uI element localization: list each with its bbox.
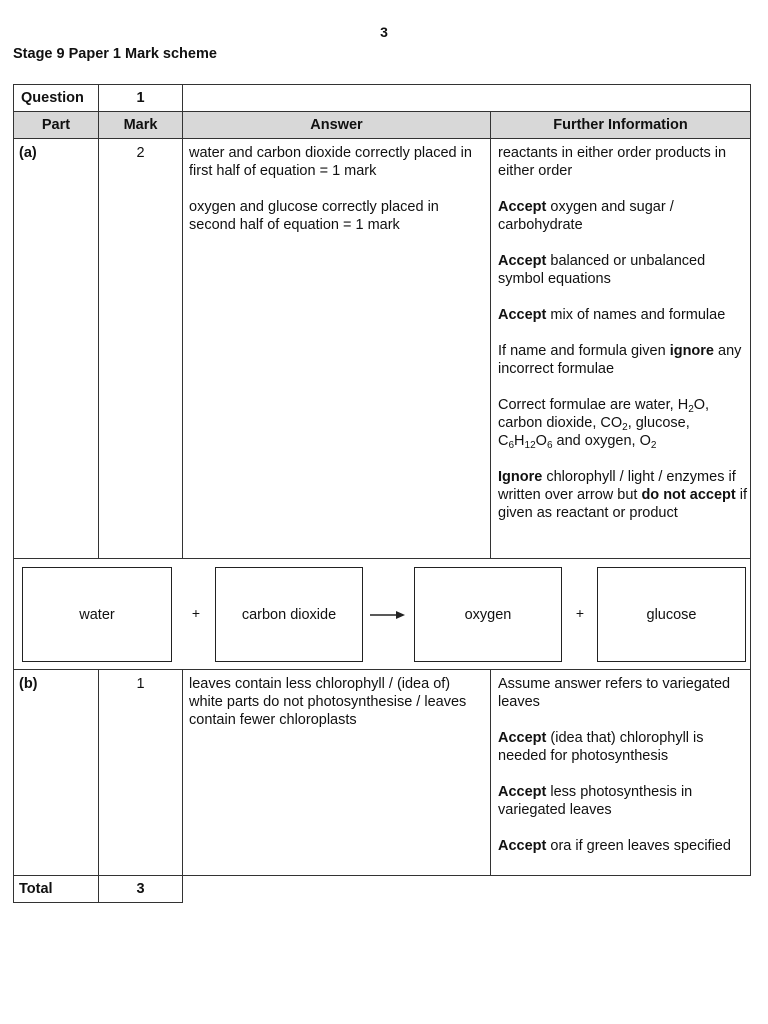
question-empty-cell	[182, 84, 751, 112]
divider	[182, 669, 183, 876]
row-a-answer	[189, 144, 485, 234]
paragraph	[189, 198, 485, 234]
reaction-arrow-icon	[370, 610, 406, 620]
divider	[98, 111, 99, 559]
total-value: 3	[136, 881, 145, 897]
equation-oxygen: oxygen	[464, 606, 512, 623]
divider	[182, 111, 183, 559]
subscript: 2	[622, 422, 628, 433]
paragraph	[498, 252, 748, 288]
text-run: ora if green leaves specified	[546, 838, 731, 854]
text-run: any incorrect formulae	[498, 343, 742, 377]
question-number-cell	[98, 84, 183, 112]
row-b-answer	[189, 675, 485, 729]
text-run: If name and formula given	[498, 343, 670, 359]
divider	[98, 669, 99, 876]
page-heading: Stage 9 Paper 1 Mark scheme	[13, 46, 217, 62]
text-run: water and carbon dioxide correctly placed in first half of equation = 1 mark	[189, 145, 472, 179]
text-run: (idea that) chlorophyll is needed for photosynthesis	[498, 730, 704, 764]
equation-carbon-dioxide: carbon dioxide	[241, 606, 337, 623]
text-run: , glucose, C	[498, 415, 690, 449]
paragraph	[498, 342, 748, 378]
header-part: Part	[41, 117, 71, 133]
paragraph	[498, 306, 748, 324]
text-run: if given as reactant or product	[498, 487, 747, 521]
equation-box-water	[22, 567, 172, 662]
paragraph	[498, 783, 748, 819]
equation-glucose: glucose	[646, 606, 697, 623]
paragraph	[498, 837, 748, 855]
question-number: 1	[136, 90, 145, 106]
paragraph	[498, 144, 748, 180]
paragraph	[189, 675, 485, 729]
text-run: Correct formulae are water, H	[498, 397, 689, 413]
total-label: Total	[19, 881, 53, 897]
text-run: chlorophyll / light / enzymes if written over arrow but	[498, 469, 736, 503]
emphasis-text: ignore	[669, 343, 714, 359]
text-run: H	[514, 433, 525, 449]
emphasis-text: do not accept	[641, 487, 736, 503]
text-run: less photosynthesis in variegated leaves	[498, 784, 693, 818]
header-answer: Answer	[310, 117, 363, 133]
text-run: mix of names and formulae	[546, 307, 726, 323]
paragraph	[498, 675, 748, 711]
paragraph	[498, 468, 748, 522]
text-run: reactants in either order products in either order	[498, 145, 727, 179]
equation-row	[13, 558, 751, 670]
text-run: Assume answer refers to variegated leaves	[498, 676, 731, 710]
text-run: O, carbon dioxide, CO	[498, 397, 710, 431]
header-further-information: Further Information	[553, 117, 688, 133]
emphasis-text: Accept	[498, 838, 547, 854]
paragraph	[498, 396, 748, 450]
divider	[490, 669, 491, 876]
emphasis-text: Accept	[498, 307, 547, 323]
emphasis-text: Ignore	[498, 469, 543, 485]
subscript: 2	[688, 404, 694, 415]
row-a-part: (a)	[19, 145, 37, 161]
subscript: 6	[546, 440, 553, 451]
paragraph	[189, 144, 485, 180]
text-run: and oxygen, O	[552, 433, 651, 449]
row-a-mark: 2	[136, 145, 145, 161]
paragraph	[498, 198, 748, 234]
emphasis-text: Accept	[498, 199, 547, 215]
equation-box-oxygen	[414, 567, 562, 662]
subscript: 12	[524, 440, 536, 451]
subscript: 6	[508, 440, 515, 451]
equation-water: water	[79, 606, 115, 623]
text-run: oxygen and glucose correctly placed in second half of equation = 1 mark	[189, 199, 439, 233]
page-number: 3	[380, 24, 388, 40]
question-label: Question	[21, 90, 84, 106]
plus-sign: +	[575, 605, 585, 621]
text-run: leaves contain less chlorophyll / (idea of) white parts do not photosynthesise / leaves contain fewer chloroplasts	[189, 676, 467, 728]
header-mark: Mark	[123, 117, 158, 133]
equation-box-carbon-dioxide	[215, 567, 363, 662]
paragraph	[498, 729, 748, 765]
text-run: oxygen and sugar / carbohydrate	[498, 199, 674, 233]
emphasis-text: Accept	[498, 784, 547, 800]
plus-sign: +	[191, 605, 201, 621]
text-run: O	[535, 433, 547, 449]
row-b-further-information	[498, 675, 748, 855]
text-run: balanced or unbalanced symbol equations	[498, 253, 706, 287]
emphasis-text: Accept	[498, 253, 547, 269]
row-a-further-information	[498, 144, 748, 522]
row-b-mark: 1	[136, 676, 145, 692]
equation-box-glucose	[597, 567, 746, 662]
divider	[490, 111, 491, 559]
emphasis-text: Accept	[498, 730, 547, 746]
subscript: 2	[650, 440, 657, 451]
row-b-part: (b)	[19, 676, 38, 692]
question-label-cell	[13, 84, 99, 112]
